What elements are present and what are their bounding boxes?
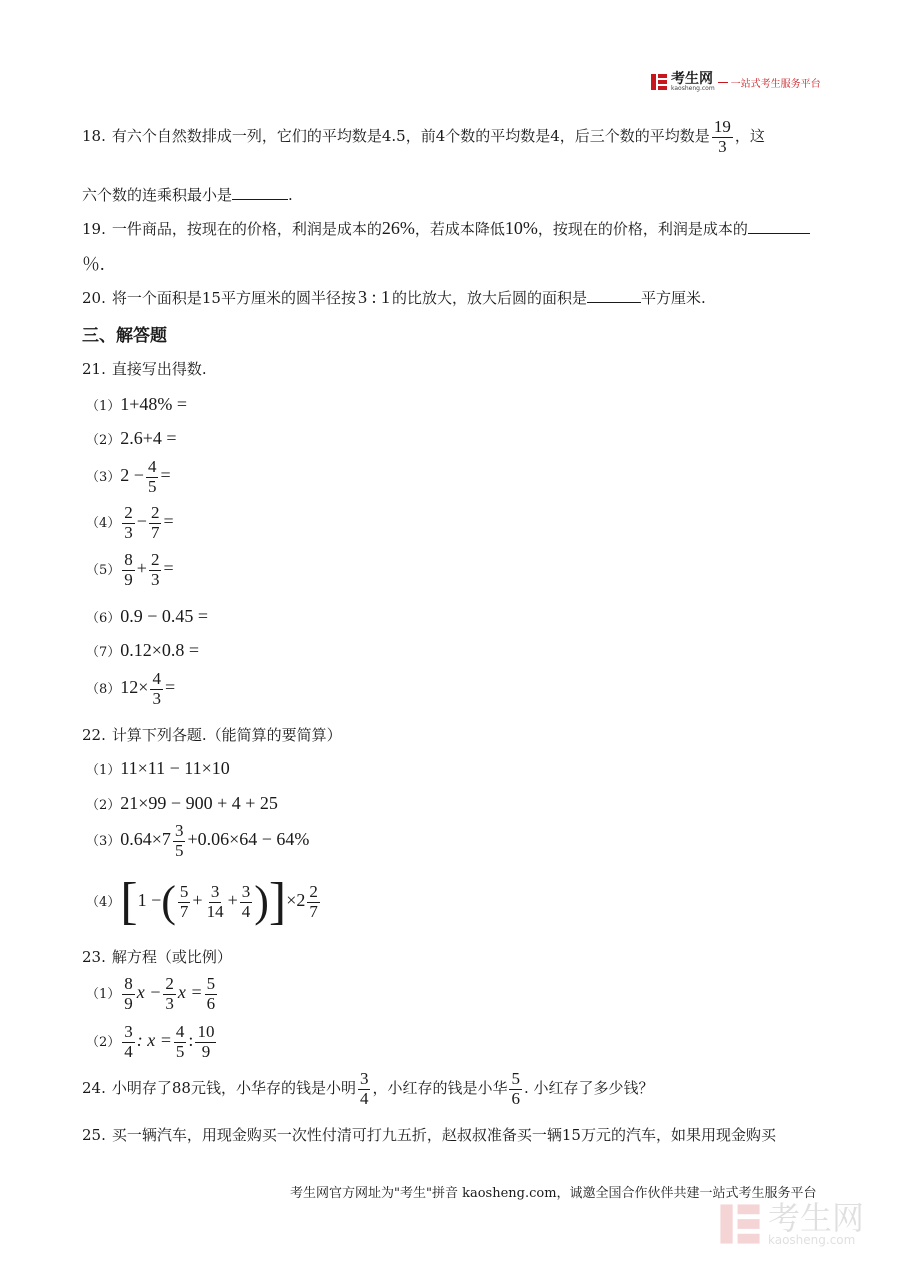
answer-blank[interactable]: [748, 233, 810, 234]
question-19: [82, 218, 810, 239]
numerator: 3: [124, 1022, 133, 1041]
math-expression: 12×: [120, 677, 149, 698]
question-text: 将一个面积是15平方厘米的圆半径按: [111, 289, 356, 307]
footer-text: 考生网官方网址为"考生"拼音 kaosheng.com，诚邀全国合作伙伴共建一站式考生服务平台: [290, 1186, 817, 1201]
question-title: 直接写出得数.: [111, 360, 207, 378]
math-expression: 11×11 − 11×10: [120, 758, 230, 778]
fraction: [163, 975, 176, 1013]
denominator: 5: [147, 476, 157, 496]
ratio: 3 : 1: [357, 287, 390, 307]
left-paren: (: [161, 877, 176, 926]
item-label: （4）: [86, 895, 121, 910]
percent-value: 26%: [381, 218, 415, 238]
numerator: 2: [150, 550, 160, 569]
fraction: [195, 1023, 216, 1061]
math-expression: ×2: [286, 890, 306, 910]
question-text: 平方厘米.: [640, 289, 706, 307]
numerator: 19: [713, 117, 731, 136]
denominator: 9: [124, 569, 133, 589]
item-label: （3）: [86, 834, 121, 850]
fraction: [149, 504, 162, 542]
kaosheng-logo-icon: [650, 73, 668, 91]
numerator: 3: [359, 1069, 369, 1088]
answer-blank[interactable]: [232, 199, 288, 200]
header-logo: [650, 72, 821, 95]
numerator: 3: [241, 881, 251, 901]
question-text: 有六个自然数排成一列，它们的平均数是4.5，前4个数的平均数是4，后三个数的平均数是: [111, 127, 710, 146]
fraction: [173, 822, 186, 860]
item-label: （7）: [86, 645, 121, 660]
numerator: 5: [179, 881, 189, 901]
question-text: ，小红存的钱是小华: [372, 1079, 508, 1098]
numerator: 10: [197, 1022, 215, 1041]
item-label: （2）: [86, 1035, 121, 1051]
question-18: [82, 118, 765, 156]
fraction: [358, 1070, 371, 1108]
question-20: [82, 287, 706, 308]
question-number: 24.: [82, 1079, 106, 1098]
denominator: 6: [511, 1088, 520, 1108]
denominator: 7: [150, 522, 160, 542]
math-expression: 0.9 − 0.45 =: [120, 606, 209, 626]
q21-item-4: [86, 504, 174, 542]
denominator: 3: [124, 522, 133, 542]
q22-item-3: [86, 822, 309, 860]
question-text: .: [288, 186, 293, 204]
math-expression: x =: [177, 982, 203, 1003]
operator: +: [227, 890, 238, 910]
fraction: [240, 883, 253, 921]
denominator: 5: [174, 840, 184, 860]
numerator: 3: [174, 821, 184, 840]
numerator: 5: [511, 1069, 520, 1088]
percent-unit: ％.: [82, 254, 105, 274]
denominator: 9: [201, 1041, 211, 1061]
math-expression: =: [163, 511, 174, 532]
q21-item-1: [86, 394, 187, 415]
math-expression: 2 −: [120, 465, 144, 486]
question-number: 19.: [82, 220, 106, 238]
question-text: 买一辆汽车，用现金购买一次性付清可打九五折，赵叔叔准备买一辆15万元的汽车，如果用现金购买: [111, 1126, 776, 1144]
question-18-line2: [82, 184, 293, 205]
numerator: 4: [152, 669, 161, 688]
question-25: [82, 1124, 776, 1145]
question-text: 一件商品，按现在的价格，利润是成本的: [111, 220, 382, 238]
fraction: [150, 670, 163, 708]
question-text: ，若成本降低: [414, 220, 505, 238]
item-label: （3）: [86, 470, 121, 486]
math-expression: =: [160, 465, 171, 486]
right-square-bracket: ]: [268, 873, 287, 930]
numerator: 2: [309, 881, 318, 901]
q23-item-1: [86, 975, 219, 1013]
question-22: [82, 724, 342, 745]
math-expression: :: [188, 1030, 194, 1051]
question-text: 六个数的连乘积最小是: [82, 186, 233, 204]
q22-item-4: [86, 873, 322, 930]
fraction: [307, 883, 320, 921]
denominator: 3: [150, 569, 160, 589]
question-number: 21.: [82, 360, 106, 378]
section-heading: 三、解答题: [82, 326, 167, 346]
question-number: 22.: [82, 726, 106, 744]
watermark: [718, 1200, 864, 1252]
numerator: 5: [206, 974, 216, 993]
numerator: 2: [150, 503, 160, 522]
math-expression: 0.64×7: [120, 829, 171, 850]
math-expression: 2.6+4 =: [120, 428, 177, 448]
denominator: 4: [241, 901, 251, 921]
denominator: 7: [309, 901, 318, 921]
numerator: 8: [124, 550, 133, 569]
numerator: 4: [175, 1022, 185, 1041]
q22-item-1: [86, 758, 230, 779]
numerator: 2: [124, 503, 133, 522]
denominator: 9: [124, 993, 133, 1013]
math-expression: 0.12×0.8 =: [120, 640, 200, 660]
q21-item-3: [86, 458, 171, 496]
item-label: （5）: [86, 563, 121, 579]
denominator: 3: [152, 688, 161, 708]
question-24: [82, 1070, 654, 1108]
fraction: [509, 1070, 522, 1108]
numerator: 2: [165, 974, 174, 993]
math-expression: +0.06×64 − 64%: [187, 829, 310, 850]
fraction: [122, 551, 135, 589]
operator: +: [192, 890, 203, 910]
fraction: [122, 504, 135, 542]
denominator: 14: [206, 901, 224, 921]
q22-item-2: [86, 793, 278, 814]
numerator: 4: [147, 457, 157, 476]
question-number: 23.: [82, 948, 106, 966]
denominator: 4: [359, 1088, 369, 1108]
question-title: 解方程（或比例）: [111, 948, 232, 966]
fraction: [205, 883, 226, 921]
watermark-text: 考生网: [768, 1199, 865, 1237]
q23-item-2: [86, 1023, 218, 1061]
numerator: 3: [210, 881, 220, 901]
item-label: （1）: [86, 763, 121, 778]
q21-item-8: [86, 670, 175, 708]
question-text: 小明存了88元钱，小华存的钱是小明: [111, 1079, 356, 1098]
logo-slogan: 一站式考生服务平台: [730, 78, 821, 90]
fraction: [149, 551, 162, 589]
fraction: [122, 975, 135, 1013]
item-label: （2）: [86, 798, 121, 813]
fraction: [174, 1023, 187, 1061]
fraction: [178, 883, 191, 921]
q21-item-7: [86, 640, 199, 661]
fraction: [712, 118, 733, 156]
question-number: 18.: [82, 127, 106, 146]
question-text: ，按现在的价格，利润是成本的: [537, 220, 748, 238]
math-expression: 1 −: [137, 890, 162, 910]
q21-item-5: [86, 551, 174, 589]
question-text: ，这: [734, 127, 765, 146]
denominator: 4: [124, 1041, 133, 1061]
watermark-url: kaosheng.com: [768, 1233, 856, 1247]
q21-item-6: [86, 606, 208, 627]
question-number: 20.: [82, 289, 106, 307]
answer-blank[interactable]: [587, 302, 641, 303]
math-expression: =: [163, 558, 174, 579]
denominator: 6: [206, 993, 216, 1013]
fraction: [146, 458, 159, 496]
operator: −: [136, 511, 147, 532]
fraction: [122, 1023, 135, 1061]
right-paren: ): [254, 877, 269, 926]
question-23: [82, 946, 232, 967]
numerator: 8: [124, 974, 133, 993]
denominator: 3: [718, 136, 727, 156]
operator: +: [136, 558, 147, 579]
denominator: 7: [179, 901, 189, 921]
percent-value: 10%: [504, 218, 538, 238]
question-21: [82, 358, 207, 379]
item-label: （1）: [86, 987, 121, 1003]
item-label: （2）: [86, 433, 121, 448]
q21-item-2: [86, 428, 177, 449]
item-label: （4）: [86, 516, 121, 532]
question-19-line2: [82, 250, 105, 276]
math-expression: : x =: [136, 1030, 172, 1051]
math-expression: x −: [136, 982, 162, 1003]
math-expression: 21×99 − 900 + 4 + 25: [120, 793, 278, 813]
math-expression: 1+48% =: [120, 394, 188, 414]
fraction: [205, 975, 218, 1013]
question-title: 计算下列各题.（能简算的要简算）: [111, 726, 342, 744]
question-text: 的比放大，放大后圆的面积是: [391, 289, 587, 307]
logo-url: kaosheng.com: [671, 85, 715, 92]
left-square-bracket: [: [120, 873, 138, 930]
question-number: 25.: [82, 1126, 106, 1144]
denominator: 3: [165, 993, 174, 1013]
denominator: 5: [175, 1041, 185, 1061]
item-label: （6）: [86, 611, 121, 626]
logo-text: 考生网: [671, 71, 713, 87]
question-text: . 小红存了多少钱？: [523, 1079, 654, 1098]
math-expression: =: [164, 677, 176, 698]
item-label: （1）: [86, 399, 121, 414]
item-label: （8）: [86, 682, 121, 698]
watermark-logo-icon: [718, 1200, 762, 1248]
